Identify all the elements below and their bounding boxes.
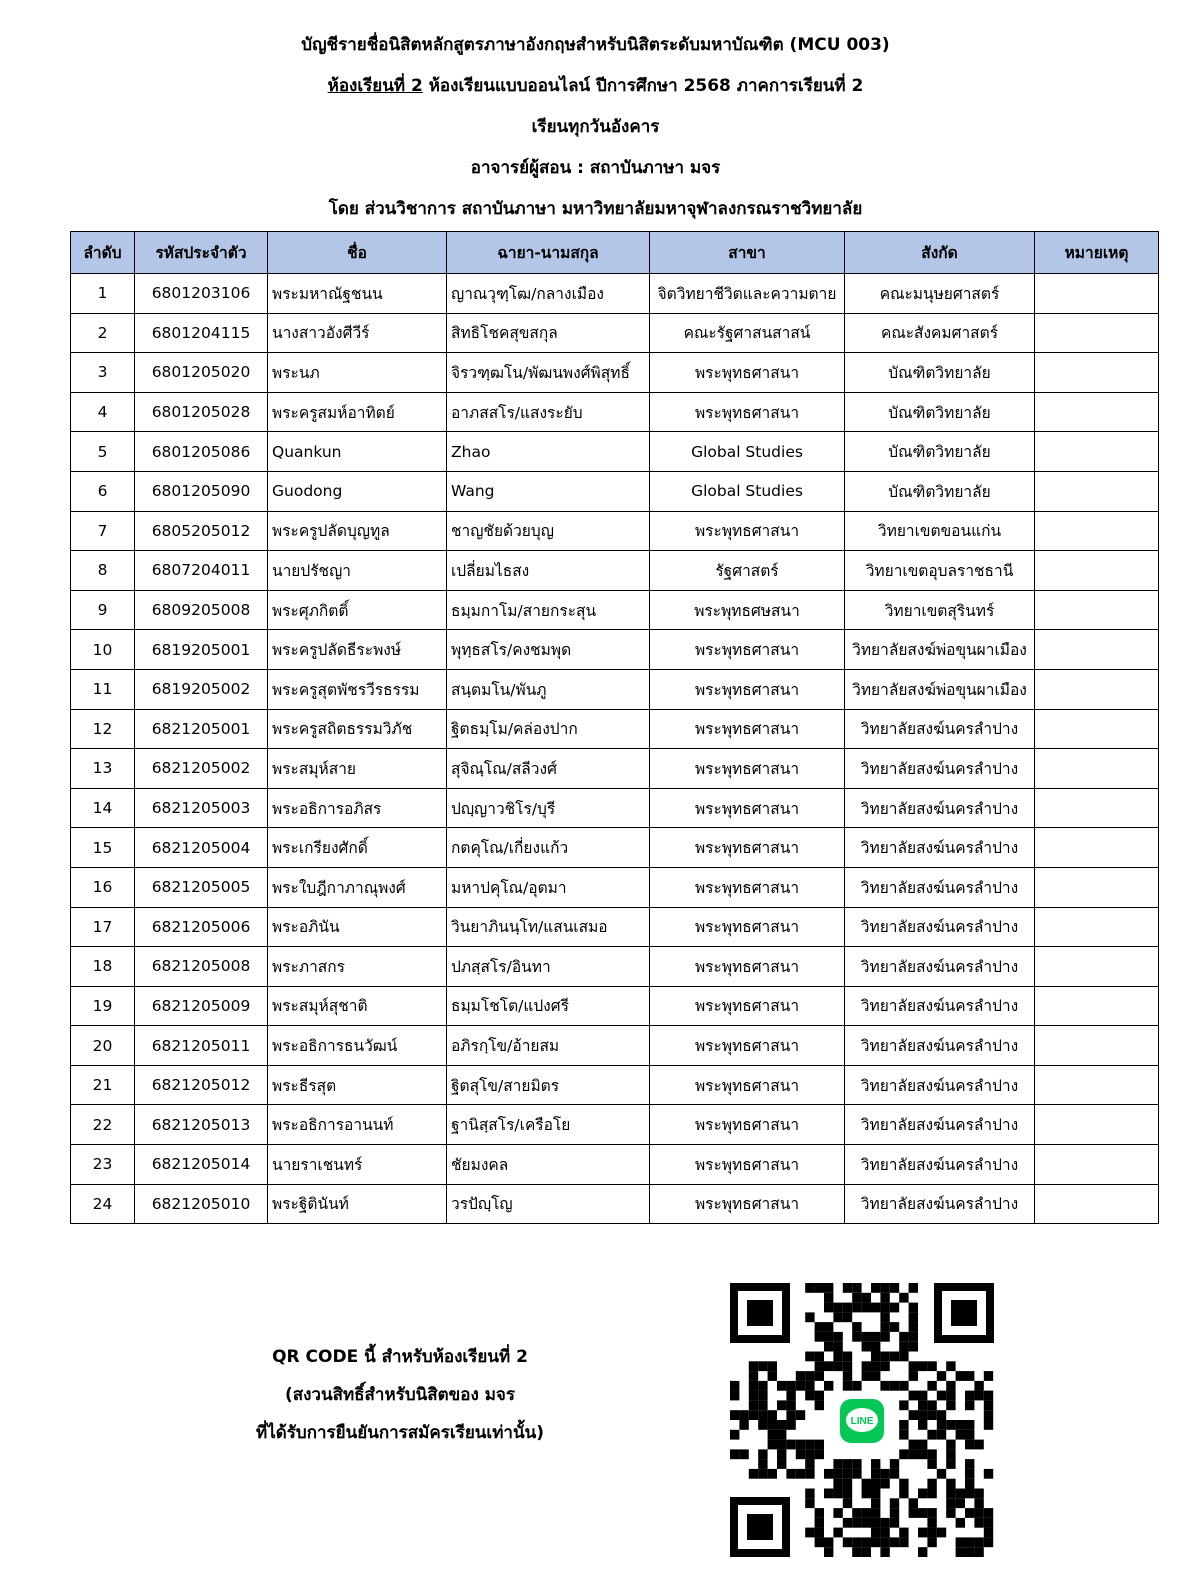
- table-row: [71, 551, 1159, 591]
- cell-name: นายราเชนทร์: [268, 1145, 447, 1185]
- cell-faculty: วิทยาลัยสงฆ์พ่อขุนผาเมือง: [845, 630, 1035, 670]
- cell-student-id: 6821205009: [135, 986, 268, 1026]
- classroom-line: [0, 69, 1191, 110]
- cell-remark: [1035, 630, 1159, 670]
- cell-name: พระฐิตินันท์: [268, 1184, 447, 1224]
- cell-major: พระพุทธศาสนา: [650, 1105, 845, 1145]
- cell-name: นางสาวอังศีวีร์: [268, 313, 447, 353]
- cell-student-id: 6821205005: [135, 867, 268, 907]
- cell-surname: ฐิตสุโข/สายมิตร: [447, 1065, 650, 1105]
- cell-faculty: บัณฑิตวิทยาลัย: [845, 392, 1035, 432]
- cell-major: พระพุทธศาสนา: [650, 353, 845, 393]
- cell-remark: [1035, 432, 1159, 472]
- table-row: [71, 471, 1159, 511]
- cell-remark: [1035, 986, 1159, 1026]
- cell-student-id: 6809205008: [135, 590, 268, 630]
- cell-student-id: 6819205002: [135, 669, 268, 709]
- cell-remark: [1035, 828, 1159, 868]
- cell-remark: [1035, 313, 1159, 353]
- cell-remark: [1035, 551, 1159, 591]
- finder-pattern-bottom-left: [730, 1497, 790, 1557]
- table-row: [71, 669, 1159, 709]
- cell-order: 1: [71, 274, 135, 314]
- cell-surname: Wang: [447, 471, 650, 511]
- cell-order: 23: [71, 1145, 135, 1185]
- cell-remark: [1035, 669, 1159, 709]
- cell-major: พระพุทธศาสนา: [650, 392, 845, 432]
- cell-name: พระนภ: [268, 353, 447, 393]
- classroom-details: ห้องเรียนแบบออนไลน์ ปีการศึกษา 2568 ภาคการเรียนที่ 2: [422, 76, 864, 96]
- cell-major: Global Studies: [650, 471, 845, 511]
- cell-name: พระครูสมห์อาทิตย์: [268, 392, 447, 432]
- column-header-faculty: สังกัด: [845, 232, 1035, 274]
- cell-name: พระครูปลัดบุญทูล: [268, 511, 447, 551]
- cell-order: 5: [71, 432, 135, 472]
- cell-student-id: 6821205003: [135, 788, 268, 828]
- cell-surname: เปลี่ยมไธสง: [447, 551, 650, 591]
- table-row: [71, 788, 1159, 828]
- cell-surname: ธมฺมกาโม/สายกระสุน: [447, 590, 650, 630]
- cell-remark: [1035, 1065, 1159, 1105]
- cell-major: คณะรัฐศาสนสาสน์: [650, 313, 845, 353]
- cell-faculty: วิทยาลัยสงฆ์นครลำปาง: [845, 1026, 1035, 1066]
- table-row: [71, 590, 1159, 630]
- cell-major: พระพุทธศาสนา: [650, 511, 845, 551]
- cell-surname: สนฺตมโน/พันภู: [447, 669, 650, 709]
- column-header-remark: หมายเหตุ: [1035, 232, 1159, 274]
- table-row: [71, 630, 1159, 670]
- cell-faculty: วิทยาลัยสงฆ์นครลำปาง: [845, 749, 1035, 789]
- table-row: [71, 828, 1159, 868]
- cell-order: 22: [71, 1105, 135, 1145]
- cell-student-id: 6801204115: [135, 313, 268, 353]
- cell-order: 10: [71, 630, 135, 670]
- cell-major: รัฐศาสตร์: [650, 551, 845, 591]
- student-roster-table: [70, 231, 1159, 1224]
- cell-faculty: วิทยาลัยสงฆ์พ่อขุนผาเมือง: [845, 669, 1035, 709]
- cell-faculty: วิทยาลัยสงฆ์นครลำปาง: [845, 828, 1035, 868]
- organizer-line: โดย ส่วนวิชาการ สถาบันภาษา มหาวิทยาลัยมหาจุฬาลงกรณราชวิทยาลัย: [328, 199, 863, 219]
- cell-surname: พุทฺธสโร/คงชมพุด: [447, 630, 650, 670]
- cell-major: พระพุทธศาสนา: [650, 867, 845, 907]
- table-row: [71, 1184, 1159, 1224]
- cell-remark: [1035, 947, 1159, 987]
- column-header-surname: ฉายา-นามสกุล: [447, 232, 650, 274]
- cell-order: 3: [71, 353, 135, 393]
- cell-student-id: 6821205001: [135, 709, 268, 749]
- cell-student-id: 6801203106: [135, 274, 268, 314]
- table-row: [71, 313, 1159, 353]
- qr-note-line-2: (สงวนสิทธิ์สำหรับนิสิตของ มจร: [284, 1385, 515, 1405]
- cell-order: 4: [71, 392, 135, 432]
- cell-faculty: วิทยาเขตสุรินทร์: [845, 590, 1035, 630]
- cell-surname: วรปัญฺโญ: [447, 1184, 650, 1224]
- cell-order: 18: [71, 947, 135, 987]
- cell-student-id: 6819205001: [135, 630, 268, 670]
- table-header-row: [71, 232, 1159, 274]
- column-header-major: สาขา: [650, 232, 845, 274]
- cell-faculty: วิทยาลัยสงฆ์นครลำปาง: [845, 1105, 1035, 1145]
- table-row: [71, 432, 1159, 472]
- cell-surname: ชัยมงคล: [447, 1145, 650, 1185]
- cell-student-id: 6821205006: [135, 907, 268, 947]
- cell-surname: กตคุโณ/เกี่ยงแก้ว: [447, 828, 650, 868]
- cell-faculty: วิทยาเขตขอนแก่น: [845, 511, 1035, 551]
- cell-order: 14: [71, 788, 135, 828]
- cell-name: พระครูสุตพัชรวีรธรรม: [268, 669, 447, 709]
- cell-surname: ชาญชัยด้วยบุญ: [447, 511, 650, 551]
- cell-order: 9: [71, 590, 135, 630]
- cell-name: พระสมุห์สุชาติ: [268, 986, 447, 1026]
- cell-surname: ฐิตธมฺโม/คล่องปาก: [447, 709, 650, 749]
- line-qr-code-icon[interactable]: [730, 1283, 994, 1557]
- cell-name: พระใบฎีกาภาณุพงศ์: [268, 867, 447, 907]
- cell-student-id: 6801205090: [135, 471, 268, 511]
- cell-name: พระอธิการอานนท์: [268, 1105, 447, 1145]
- cell-name: นายปรัชญา: [268, 551, 447, 591]
- cell-remark: [1035, 709, 1159, 749]
- column-header-student-id: รหัสประจำตัว: [135, 232, 268, 274]
- cell-student-id: 6805205012: [135, 511, 268, 551]
- table-row: [71, 709, 1159, 749]
- cell-surname: วินยาภินนฺโท/แสนเสมอ: [447, 907, 650, 947]
- document-header: [0, 28, 1191, 233]
- instructor-line: อาจารย์ผู้สอน : สถาบันภาษา มจร: [470, 158, 721, 178]
- cell-student-id: 6807204011: [135, 551, 268, 591]
- cell-major: พระพุทธศษสนา: [650, 590, 845, 630]
- column-header-order: ลำดับ: [71, 232, 135, 274]
- cell-order: 16: [71, 867, 135, 907]
- line-logo-icon: [836, 1395, 888, 1447]
- cell-surname: ปภสฺสโร/อินทา: [447, 947, 650, 987]
- cell-remark: [1035, 353, 1159, 393]
- cell-major: พระพุทธศาสนา: [650, 709, 845, 749]
- cell-surname: มหาปคุโณ/อุตมา: [447, 867, 650, 907]
- cell-major: Global Studies: [650, 432, 845, 472]
- cell-major: พระพุทธศาสนา: [650, 1145, 845, 1185]
- cell-major: พระพุทธศาสนา: [650, 828, 845, 868]
- table-row: [71, 1105, 1159, 1145]
- cell-remark: [1035, 1184, 1159, 1224]
- column-header-name: ชื่อ: [268, 232, 447, 274]
- cell-name: พระครูปลัดธีระพงษ์: [268, 630, 447, 670]
- cell-surname: ญาณวุฑฺโฒ/กลางเมือง: [447, 274, 650, 314]
- cell-order: 19: [71, 986, 135, 1026]
- cell-faculty: วิทยาลัยสงฆ์นครลำปาง: [845, 867, 1035, 907]
- cell-student-id: 6821205008: [135, 947, 268, 987]
- cell-name: พระอธิการอภิสร: [268, 788, 447, 828]
- cell-faculty: วิทยาลัยสงฆ์นครลำปาง: [845, 788, 1035, 828]
- line-logo-text: LINE: [850, 1416, 874, 1427]
- cell-surname: ธมฺมโชโต/แปงศรี: [447, 986, 650, 1026]
- cell-order: 7: [71, 511, 135, 551]
- cell-faculty: วิทยาลัยสงฆ์นครลำปาง: [845, 709, 1035, 749]
- cell-faculty: วิทยาลัยสงฆ์นครลำปาง: [845, 1065, 1035, 1105]
- cell-name: พระอภินัน: [268, 907, 447, 947]
- cell-student-id: 6821205002: [135, 749, 268, 789]
- table-row: [71, 1026, 1159, 1066]
- table-row: [71, 392, 1159, 432]
- cell-remark: [1035, 1026, 1159, 1066]
- cell-name: พระครูสถิตธรรมวิภัช: [268, 709, 447, 749]
- cell-remark: [1035, 749, 1159, 789]
- table-row: [71, 907, 1159, 947]
- cell-student-id: 6821205014: [135, 1145, 268, 1185]
- cell-major: พระพุทธศาสนา: [650, 669, 845, 709]
- cell-remark: [1035, 788, 1159, 828]
- cell-order: 12: [71, 709, 135, 749]
- cell-name: พระธีรสุต: [268, 1065, 447, 1105]
- cell-faculty: วิทยาลัยสงฆ์นครลำปาง: [845, 947, 1035, 987]
- cell-remark: [1035, 867, 1159, 907]
- cell-name: พระสมุห์สาย: [268, 749, 447, 789]
- cell-faculty: บัณฑิตวิทยาลัย: [845, 432, 1035, 472]
- cell-order: 8: [71, 551, 135, 591]
- cell-major: พระพุทธศาสนา: [650, 986, 845, 1026]
- table-body: [71, 274, 1159, 1224]
- cell-student-id: 6821205010: [135, 1184, 268, 1224]
- finder-pattern-top-right: [934, 1283, 994, 1343]
- cell-student-id: 6821205013: [135, 1105, 268, 1145]
- cell-student-id: 6821205012: [135, 1065, 268, 1105]
- cell-major: พระพุทธศาสนา: [650, 788, 845, 828]
- table-row: [71, 947, 1159, 987]
- cell-major: พระพุทธศาสนา: [650, 749, 845, 789]
- cell-surname: สิทธิโชคสุขสกุล: [447, 313, 650, 353]
- cell-major: พระพุทธศาสนา: [650, 630, 845, 670]
- table-row: [71, 1065, 1159, 1105]
- cell-surname: อภิรกฺโข/อ้ายสม: [447, 1026, 650, 1066]
- cell-surname: ปญฺญาวชิโร/บุรี: [447, 788, 650, 828]
- table-row: [71, 511, 1159, 551]
- cell-remark: [1035, 907, 1159, 947]
- classroom-number: ห้องเรียนที่ 2: [327, 76, 423, 96]
- cell-student-id: 6801205020: [135, 353, 268, 393]
- cell-faculty: วิทยาลัยสงฆ์นครลำปาง: [845, 907, 1035, 947]
- cell-student-id: 6821205011: [135, 1026, 268, 1066]
- cell-major: พระพุทธศาสนา: [650, 947, 845, 987]
- cell-major: พระพุทธศาสนา: [650, 1065, 845, 1105]
- cell-major: จิตวิทยาชีวิตและความตาย: [650, 274, 845, 314]
- cell-faculty: บัณฑิตวิทยาลัย: [845, 353, 1035, 393]
- cell-order: 24: [71, 1184, 135, 1224]
- cell-remark: [1035, 471, 1159, 511]
- cell-surname: ฐานิสฺสโร/เครือโย: [447, 1105, 650, 1145]
- cell-name: พระเกรียงศักดิ์: [268, 828, 447, 868]
- cell-order: 11: [71, 669, 135, 709]
- cell-order: 13: [71, 749, 135, 789]
- qr-note-line-1: QR CODE นี้ สำหรับห้องเรียนที่ 2: [272, 1347, 528, 1367]
- cell-surname: จิรวฑฺฒโน/พัฒนพงศ์พิสุทธิ์: [447, 353, 650, 393]
- cell-major: พระพุทธศาสนา: [650, 1184, 845, 1224]
- cell-student-id: 6801205028: [135, 392, 268, 432]
- cell-order: 21: [71, 1065, 135, 1105]
- table-row: [71, 1145, 1159, 1185]
- cell-remark: [1035, 1105, 1159, 1145]
- cell-faculty: วิทยาลัยสงฆ์นครลำปาง: [845, 1145, 1035, 1185]
- cell-name: Guodong: [268, 471, 447, 511]
- table-row: [71, 274, 1159, 314]
- cell-remark: [1035, 590, 1159, 630]
- finder-pattern-top-left: [730, 1283, 790, 1343]
- table-row: [71, 353, 1159, 393]
- cell-surname: Zhao: [447, 432, 650, 472]
- cell-faculty: คณะมนุษยศาสตร์: [845, 274, 1035, 314]
- cell-remark: [1035, 1145, 1159, 1185]
- cell-surname: สุจิณฺโณ/สลีวงศ์: [447, 749, 650, 789]
- cell-major: พระพุทธศาสนา: [650, 907, 845, 947]
- cell-order: 6: [71, 471, 135, 511]
- cell-remark: [1035, 274, 1159, 314]
- cell-remark: [1035, 511, 1159, 551]
- schedule-line: เรียนทุกวันอังคาร: [531, 117, 660, 137]
- cell-name: พระภาสกร: [268, 947, 447, 987]
- cell-name: พระมหาณัฐชนน: [268, 274, 447, 314]
- table-row: [71, 749, 1159, 789]
- cell-remark: [1035, 392, 1159, 432]
- cell-faculty: วิทยาลัยสงฆ์นครลำปาง: [845, 1184, 1035, 1224]
- cell-name: พระอธิการธนวัฒน์: [268, 1026, 447, 1066]
- cell-faculty: วิทยาเขตอุบลราชธานี: [845, 551, 1035, 591]
- qr-note: [200, 1338, 600, 1452]
- cell-order: 15: [71, 828, 135, 868]
- table-row: [71, 867, 1159, 907]
- cell-order: 2: [71, 313, 135, 353]
- cell-faculty: บัณฑิตวิทยาลัย: [845, 471, 1035, 511]
- qr-note-line-3: ที่ได้รับการยืนยันการสมัครเรียนเท่านั้น): [255, 1423, 544, 1443]
- cell-surname: อาภสสโร/แสงระยับ: [447, 392, 650, 432]
- cell-name: Quankun: [268, 432, 447, 472]
- table-row: [71, 986, 1159, 1026]
- cell-order: 20: [71, 1026, 135, 1066]
- cell-faculty: คณะสังคมศาสตร์: [845, 313, 1035, 353]
- cell-faculty: วิทยาลัยสงฆ์นครลำปาง: [845, 986, 1035, 1026]
- cell-name: พระศุภกิตติ์: [268, 590, 447, 630]
- document-title: บัญชีรายชื่อนิสิตหลักสูตรภาษาอังกฤษสำหรับนิสิตระดับมหาบัณฑิต (MCU 003): [301, 35, 890, 55]
- cell-major: พระพุทธศาสนา: [650, 1026, 845, 1066]
- cell-student-id: 6801205086: [135, 432, 268, 472]
- cell-order: 17: [71, 907, 135, 947]
- cell-student-id: 6821205004: [135, 828, 268, 868]
